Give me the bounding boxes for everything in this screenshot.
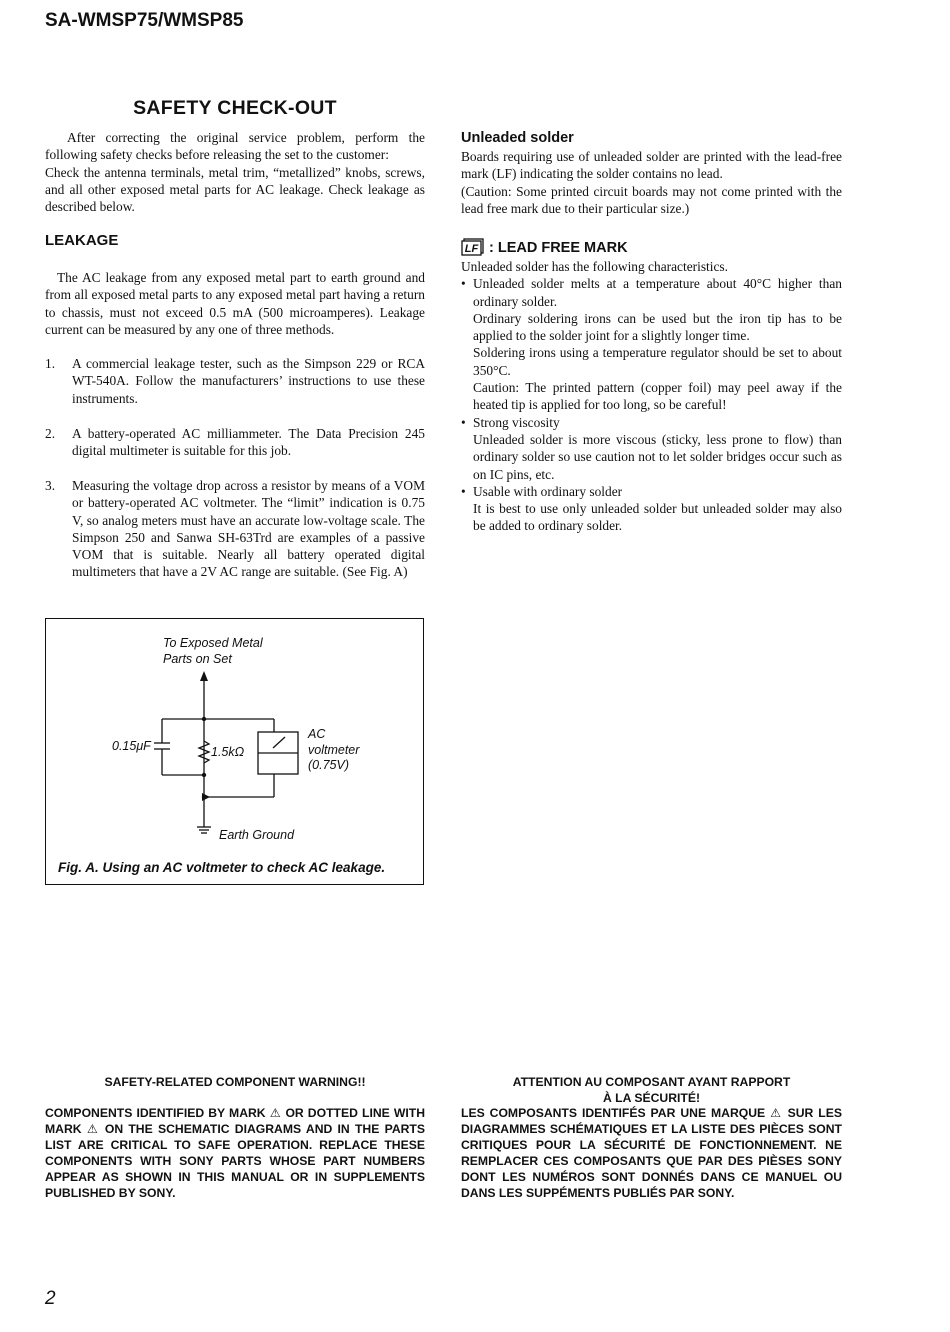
svg-text:LF: LF <box>464 243 479 255</box>
list-item <box>461 483 842 500</box>
bullet-text: Unleaded solder melts at a temperature about 40°C higher than ordinary solder. <box>473 276 842 309</box>
earth-ground-label: Earth Ground <box>219 828 295 842</box>
warning-text-en: COMPONENTS IDENTIFIED BY MARK ⚠ OR DOTTED LINE WITH MARK ⚠ ON THE SCHEMATIC DIAGRAMS AND IN THE PARTS LIST ARE CRITICAL TO SAFE OPERATION. REPLACE THESE COMPONENTS WITH SONY PARTS WHOSE PART NUMBERS APPEAR AS SHOWN IN THIS MANUAL OR IN SUPPLEMENTS PUBLISHED BY SONY. <box>45 1106 425 1201</box>
lead-free-mark-title: : LEAD FREE MARK <box>489 240 628 256</box>
unleaded-solder-heading: Unleaded solder <box>461 130 574 146</box>
lead-free-intro: Unleaded solder has the following characteristics. <box>461 259 728 274</box>
figure-caption: Fig. A. Using an AC voltmeter to check AC leakage. <box>58 860 386 875</box>
warning-title-en: SAFETY-RELATED COMPONENT WARNING!! <box>104 1075 366 1089</box>
bullet-icon: • <box>461 483 466 499</box>
method-text: A commercial leakage tester, such as the Simpson 229 or RCA WT-540A. Follow the manufacturers’ instructions to use these instruments. <box>72 356 425 406</box>
method-number: 1. <box>45 356 56 371</box>
bullet-icon: • <box>461 414 466 430</box>
method-number: 3. <box>45 478 56 493</box>
list-item <box>461 414 842 431</box>
bullet-subtext: Caution: The printed pattern (copper foil) may peel away if the heated tip is applied for too long, so be careful! <box>473 380 842 413</box>
resistor-label: 1.5kΩ <box>211 745 245 759</box>
warning-text-fr: LES COMPOSANTS IDENTIFÉS PAR UNE MARQUE ⚠ SUR LES DIAGRAMMES SCHÉMATIQUES ET LA LISTE DES PIÈCES SONT CRITIQUES POUR LA SÉCURITÉ DE FONCTIONNEMENT. NE REMPLACER CES COMPOSANTS QUE PAR DES PIÈSES SONY DONT LES NUMÉROS SONT DONNÉS DANS CE MANUEL OU DANS LES SUPPÉMENTS PUBLIÉS PAR SONY. <box>461 1106 842 1201</box>
leakage-heading: LEAKAGE <box>45 232 119 249</box>
warning-triangle-icon: ⚠ <box>269 1106 282 1120</box>
warning-title-fr: ATTENTION AU COMPOSANT AYANT RAPPORT À LA SÉCURITÉ! <box>512 1075 791 1106</box>
list-item <box>461 275 842 310</box>
junction-dot <box>202 795 206 799</box>
warning-triangle-icon: ⚠ <box>770 1106 783 1120</box>
voltmeter-label: AC voltmeter (0.75V) <box>308 727 360 772</box>
bullet-subtext: Soldering irons using a temperature regulator should be set to about 350°C. <box>473 345 842 378</box>
voltmeter-needle <box>273 737 285 748</box>
lead-free-mark-heading <box>461 238 628 256</box>
bullet-icon: • <box>461 276 466 292</box>
label-exposed-metal: To Exposed Metal Parts on Set <box>163 636 263 666</box>
intro-check-paragraph: Check the antenna terminals, metal trim, “metallized” knobs, screws, and all other exposed metal parts for AC leakage. Check leakage as described below. <box>45 164 425 215</box>
unleaded-paragraph: Boards requiring use of unleaded solder are printed with the lead-free mark (LF) indicating the solder contains no lead. <box>461 149 842 182</box>
bullet-subtext: It is best to use only unleaded solder but unleaded solder may also be added to ordinary solder. <box>473 501 842 534</box>
unleaded-caution: (Caution: Some printed circuit boards may not come printed with the lead free mark due to their particular size.) <box>461 183 842 216</box>
method-item <box>45 477 425 581</box>
junction-dot <box>202 717 206 721</box>
method-text: A battery-operated AC milliammeter. The Data Precision 245 digital multimeter is suitable for this job. <box>72 426 425 459</box>
lead-free-characteristics <box>461 258 842 535</box>
leakage-paragraph: The AC leakage from any exposed metal part to earth ground and from all exposed metal parts to any exposed metal part having a return to chassis, must not exceed 0.5 mA (500 microamperes). Leakage current can be measured by any one of three methods. <box>45 270 425 337</box>
method-item <box>45 355 425 407</box>
capacitor-label: 0.15μF <box>112 739 151 753</box>
figure-a <box>45 618 424 885</box>
lead-free-mark-icon <box>461 238 485 256</box>
method-number: 2. <box>45 426 56 441</box>
safety-checkout-title: SAFETY CHECK-OUT <box>133 97 337 119</box>
intro-paragraph: After correcting the original service problem, perform the following safety checks before releasing the set to the customer: <box>45 130 425 163</box>
page-number: 2 <box>45 1288 56 1309</box>
bullet-subtext: Ordinary soldering irons can be used but the iron tip has to be applied to the solder joint for a slightly longer time. <box>473 310 842 344</box>
junction-dot <box>202 773 206 777</box>
unleaded-solder-text <box>461 148 842 217</box>
warning-triangle-icon: ⚠ <box>86 1122 100 1137</box>
method-text: Measuring the voltage drop across a resistor by means of a VOM or battery-operated AC voltmeter. The “limit” indication is 0.75 V, so analog meters must have an accurate low-voltage scale. The Simpson 250 and Sanwa SH-63Trd are examples of a passive VOM that is suitable. Nearly all battery operated digital multimeters that have a 2V AC range are suitable. (See Fig. A) <box>72 478 425 580</box>
bullet-text: Strong viscosity <box>473 414 560 430</box>
bullet-text: Usable with ordinary solder <box>473 483 623 499</box>
safety-intro <box>45 129 425 215</box>
model-title: SA-WMSP75/WMSP85 <box>45 10 244 31</box>
bullet-subtext: Unleaded solder is more viscous (sticky, less prone to flow) than ordinary solder so use caution not to let solder bridges occur such as on IC pins, etc. <box>473 431 842 482</box>
up-arrow-icon <box>200 671 208 681</box>
method-item <box>45 425 425 460</box>
